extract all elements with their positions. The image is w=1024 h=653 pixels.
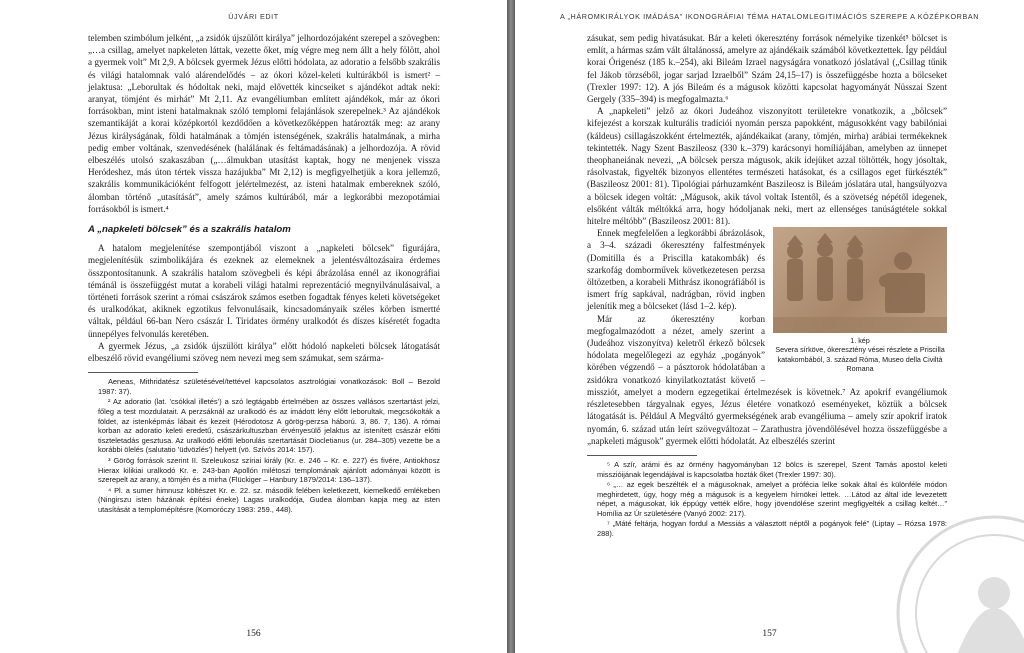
relief-image [773,227,947,333]
body-paragraph: A hatalom megjelenítése szempontjából viszont a „napkeleti bölcsek” figurájára, megjelenítésük szimbolikájára és ezeknek az elemeknek a jelentésváltozásaira érdemes összpontosítanunk. A szakrális hatalom szövegbeli és képi ábrázolása ennél az ikonográfiai témánál is összefüggést mutat a korabeli világi hatalmi reprezentáció megnyilvánulásaival, a történeti források szerint a római császárok számos esetben fogadtak fényes keleti követségeket és uralkodókat, akiknek egzotikus felvonulásaik, kincsadományaik széles körben ismertté váltak, például 66-ban Nero császár I. Tiridates örmény uralkodót és díszes kíséretét fogadta ünnepélyes felvonulás keretében. [88,243,440,339]
figure-block [773,227,947,373]
footnote: ⁷ „Máté feltárja, hogyan fordul a Messiás a választott néptől a pogányok felé” (Liptay – Rózsa 1978: 288). [597,519,947,539]
footnote-rule [587,455,697,456]
running-head-right: A „HÁROMKIRÁLYOK IMÁDÁSA” IKONOGRÁFIAI TÉMA HATALOMLEGITIMÁCIÓS SZEREPE A KÖZÉPKORBAN [559,12,980,21]
footnote: Aeneas, Mithridatész születésével/tettével kapcsolatos asztrológiai vonatkozások: Boll – Bezold 1987: 37). [98,377,440,396]
left-page [0,0,507,653]
body-paragraph: telemben szimbólum jelként, „a zsidók újszülött királya” jelhordozójaként szerepel a szövegben: „…a csillag, amelyet napkeleten láttak, vezette őket, míg végre meg nem állt a hely fölött, ahol a gyermek volt” Mt 2,9. A bölcsek gyermek Jézus előtti hódolata, az adoratio a felsőbb szakrális és világi hatalomnak való alárendelődés – az ókori közel-keleti kultúrákból is ismert² – jelaktusa: „Leborultak és hódoltak neki, majd elővették kincseiket s ajándékot adtak neki: aranyat, tömjént és mirhát” Mt 2,11. Az evangéliumban említett ajándékok, már az ókori forrásokban, mint isteni hatalmaknak szóló templomi felajánlások szerepelnek.³ Az ajándékok szemantikáját a korai középkortól kezdődően a következőképpen határozták meg: az arany Jézus királyságának, földi hatalmának a tömjén istenségének, szakrális hatalmának, a mirha pedig ember voltának, szenvedésének (halálának és feltámadásának) a jelhordozója. A rövid elbeszélés utolsó szakaszában („…álmukban utasítást kaptak, hogy ne menjenek vissza Heródeshez, más úton tértek vissza hazájukba” Mt 2,12) is megfigyelhetjük a kora jellemző, szakrális kommunikációként felfogott jelértelmezést, az isteni hatalmak embereknek szóló, álomban történő „utasítását”, amely számos kultúrából, már a legkorábbi mezopotámiai forrásokból is ismert.⁴ [88,33,440,214]
footnotes-right [587,460,947,539]
footnote: ² Az adoratio (lat. ’csókkal illetés’) a szó legtágabb értelmében az összes vallásos szertartást jelzi, főleg a test mozdulatait. A perzsáknál az uralkodó és az imádott lény előtt leborultak, megcsókolták a földet, az istenképmás lábait és kezeit (Hérodotosz A görög-perzsa háború. 3, 86. 7, 136). A római korban az adoratio keleti eredetű, császárkultuszban érvényesülő jelaktus az istenített császár előtti tiszteletadás gesztusa. Az uralkodó előtti leborulás szertartását Diocletianus (ur. 284–305) vezette be a korábbi ölelés (salutatio ’üdvözlés’) helyett (vö. Szívós 2014: 157). [98,397,440,455]
footnote: ⁵ A szír, arámi és az örmény hagyományban 12 bölcs is szerepel, Szent Tamás apostol keleti misszióijának legendájával is kapcsolatba hozták őket (Trexler 1997: 30). [597,459,947,479]
footnote: ⁴ Pl. a sumer himnusz költészet Kr. e. 22. sz. második felében keletkezett, kiemelkedő emlékeben (Ningirszu isten házának építési éneke) Lagas uralkodója, Gudea álomban kapja meg az isten utasítását a templomépítésre (Komoróczy 1983: 259., 448). [98,485,440,514]
figure-caption [773,336,947,373]
right-page [515,0,1024,653]
footnote: ⁶ „… az egek beszélték el a mágusoknak, amelyet a prófécia lelke sokak által és különféle módon meghirdetett, úgy, hogy még a mágusok is a kegyelem hírnökei lettek. …Látod az által ide levezetett népet, a mágusokat, kik éppúgy vették előre, hogy jövendölése szerint megfigyelték a csillag keltét…” Homília az Úr születésére (Vanyó 2002: 217). [597,480,947,518]
body-paragraph: Ennek megfelelően a legkorábbi ábrázolások, a 3–4. századi ókeresztény falfestmények (Domitilla és a Priscilla katakombák) és szarkofág domborművek következetesen perzsa öltözetben, a korabeli Mithrász ikonográfiából is ismert fríg sapkával, nadrágban, rövid ingben jelenítik meg a bölcseket (lásd 1–2. kép). [587,228,765,312]
figure-label: 1. kép [850,336,870,346]
body-paragraph: Már az ókeresztény korban megfogalmazódott a nézet, amely szerint a (Judeához viszonyítva) keletről érkező bölcsek hódolata megelőlegezi az egyház „pogányok” körében végzendő – a pásztorok hódolatában a zsidókra vonatkozó kinyilatkoztatást követő – missziót, amelyet a modern egzegetikai értelmezések is követnek.⁷ Az apokrif evangéliumok részletesebben tárgyalnak egyes, Jézus életére vonatkozó eseményeket, köztük a bölcsek látogatását is. Például A Megváltó gyermekségének arab evangéliuma – amely szír apokrif iratok nyomán, 6. század után leírt szövegváltozat – Zarathustra jövendölésével hozza összefüggésbe a „napkeleti mágusok” gyermek előtti hódolatát. Az elbeszélés szerint [587,313,947,446]
section-subheading: A „napkeleti bölcsek” és a szakrális hatalom [88,224,291,236]
footnote-rule [88,372,198,373]
body-paragraph: zásukat, sem pedig hivatásukat. Bár a keleti ókeresztény források némelyike tizenkét⁵ bölcset is említ, a hármas szám vált általánossá, amelyre az ajándékaik számából következtettek. Így például korai Órigenész (185 k.–254), aki Bileám Izrael nagyságára vonatkozó jóslatával („Csillag tűnik fel Jákob törzséből, jogar sarjad Izraelből” Szám 24,15–17) is összefüggésbe hozta a bölcseket (Trexler 1997: 12). A jós Bileám és a mágusok közötti kapcsolat hagyományát Nüsszai Szent Gergely (335–394) is megfogalmazta.⁶ [587,33,947,105]
running-head-left: ÚJVÁRI EDIT [228,12,279,21]
footnotes-left [88,377,440,514]
figure-caption-text: Severa sírköve, ókeresztény vései részlete a Priscilla katakombából, 3. század Róma, Museo della Civiltà Romana [775,345,945,373]
right-body [587,32,947,540]
body-paragraph: A gyermek Jézus, „a zsidók újszülött királya” előtt hódoló napkeleti bölcsek látogatását elbeszélő rövid evangéliumi szöveg nem nevezi meg sem számukat, sem szárma- [88,340,440,364]
page-number-left: 156 [246,629,261,639]
page-number-right: 157 [762,629,777,639]
relief-figures-icon [773,227,947,333]
body-paragraph: A „napkeleti” jelző az ókori Judeához viszonyított területekre vonatkozik, a „bölcsek” kifejezést a korszak kulturális tradíciói nyomán persza papokként, mágusokként vagy babilóniai (káldeus) csillagászokként értelmezték, ajándékaikat (arany, tömjén, mirha) arábiai termékeknek tekintették. Nagy Szent Baszileosz (330 k.–379) karácsonyi homíliájában, amelyben az ünnepet theophaneiának nevezi, „A bölcsek persza mágusok, akik idejüket azzal töltötték, hogy jósoltak, rásolvastak, figyelték bizonyos ellentétes természeti hatásokat, és a csillagos eget fürkészték” (Baszileosz 2001: 81). Tipológiai párhuzamként Baszileosz is Bileám jóslatára utal, hangsúlyozva a bölcsek idegen voltát: „Mágusok, akik távol voltak Istentől, és a szövetség népétől idegenek, elsőként válták méltókká arra, hogy hódoljanak neki, mert az ellenséges tanúságtétele sokkal hitelre méltóbb” (Baszileosz 2001: 81). [587,106,947,227]
footnote: ³ Görög források szerint II. Szeleukosz szíriai király (Kr. e. 246 – Kr. e. 227) és fivére, Antiokhosz Hierax kilikiai uralkodó Kr. e. 243-ban Apollón milétoszi templomának ajánlott adományai között is szerepelt az arany, a tömjén és a mirha (Flückiger – Hanbury 1879/2014: 136–137). [98,456,440,485]
left-body [88,32,440,516]
book-gutter [507,0,515,653]
